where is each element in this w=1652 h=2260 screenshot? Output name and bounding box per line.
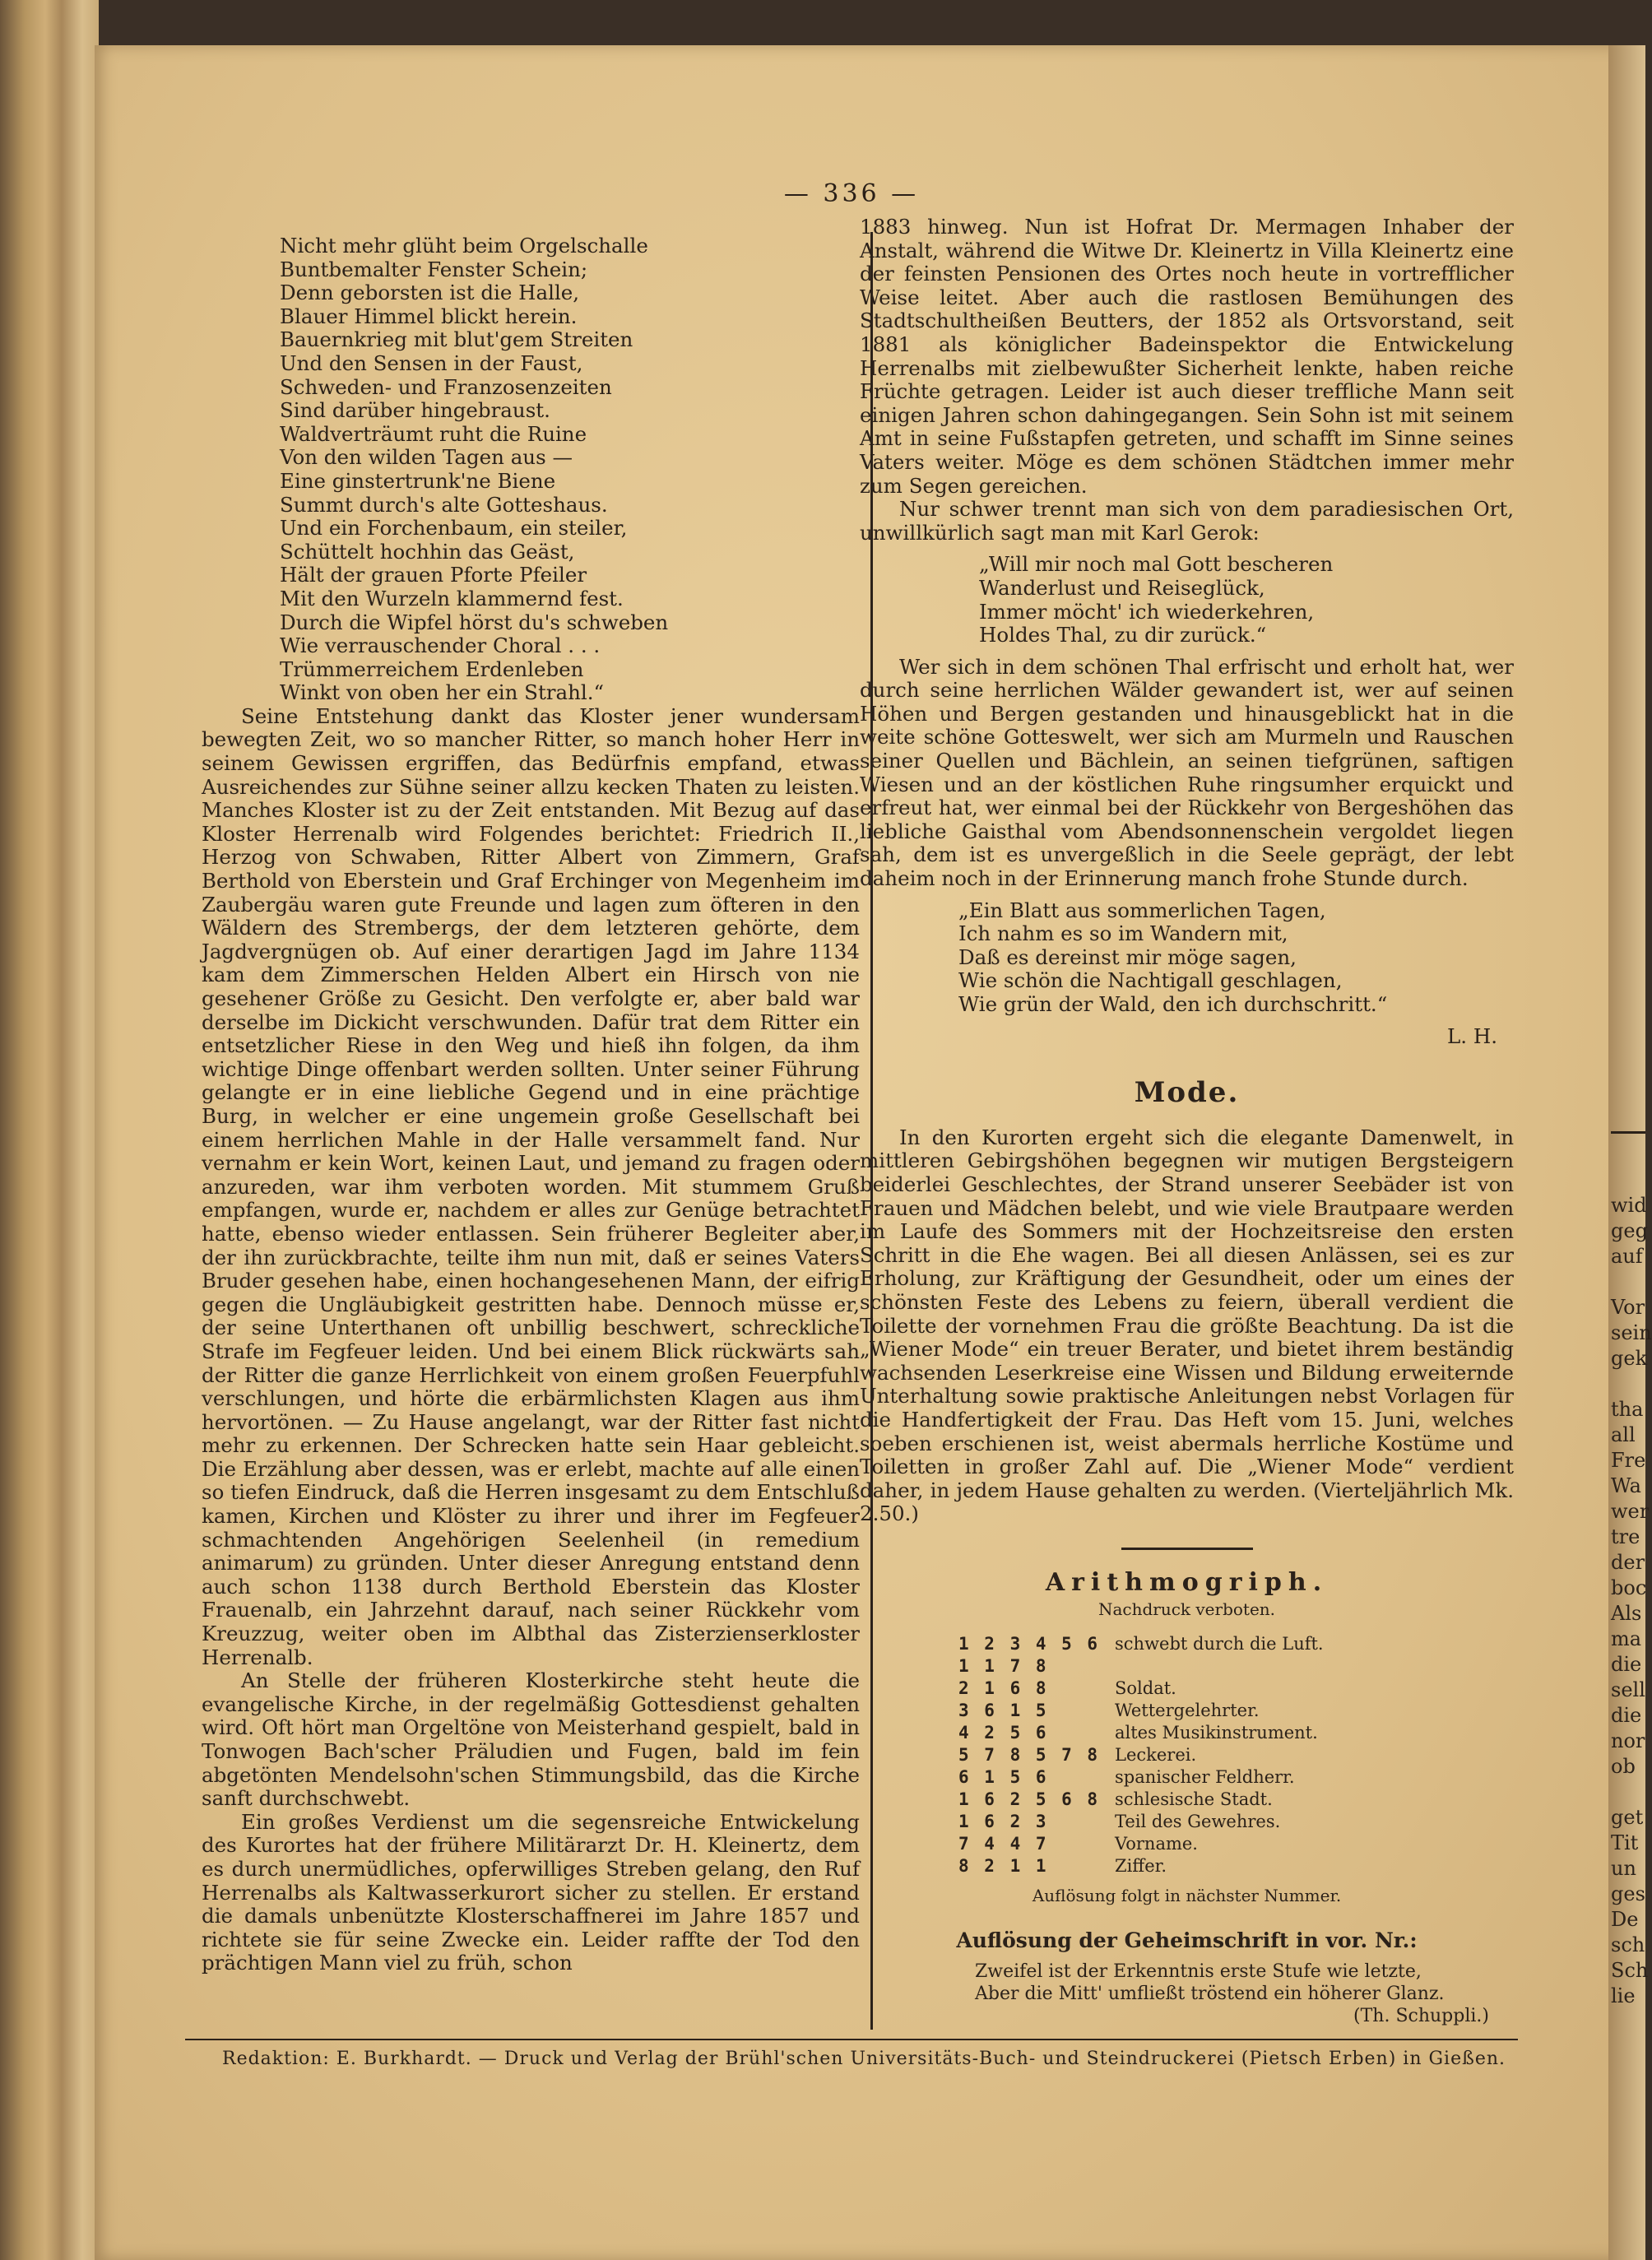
puzzle-row bbox=[860, 1700, 1514, 1722]
edge-fragment: Als bbox=[1611, 1602, 1642, 1625]
puzzle-row bbox=[860, 1744, 1514, 1766]
edge-fragment: get bbox=[1611, 1806, 1644, 1829]
puzzle-number: 1 6 2 3 bbox=[958, 1812, 1049, 1832]
puzzle-number: 7 4 4 7 bbox=[958, 1834, 1049, 1854]
poem-line: Durch die Wipfel hörst du's schweben bbox=[280, 610, 669, 634]
author-signature: L. H. bbox=[1447, 1023, 1497, 1048]
edge-fragment: die bbox=[1611, 1704, 1642, 1727]
quote-line: Ich nahm es so im Wandern mit, bbox=[958, 921, 1288, 946]
edge-fragment: geg bbox=[1611, 1219, 1648, 1242]
puzzle-row bbox=[860, 1766, 1514, 1789]
edge-fragment: ma bbox=[1611, 1627, 1642, 1650]
puzzle-clue: Soldat. bbox=[1115, 1678, 1176, 1699]
puzzle-row bbox=[860, 1678, 1514, 1700]
puzzle-row bbox=[860, 1722, 1514, 1744]
poem-line: Blauer Himmel blickt herein. bbox=[280, 304, 578, 328]
puzzle-clue: altes Musikinstrument. bbox=[1115, 1723, 1318, 1743]
edge-fragment: Fre bbox=[1611, 1449, 1646, 1472]
puzzle-number: 6 1 5 6 bbox=[958, 1767, 1049, 1788]
poem-line: Winkt von oben her ein Strahl.“ bbox=[280, 680, 605, 705]
puzzle-clue: Vorname. bbox=[1115, 1834, 1198, 1854]
edge-fragment: wid bbox=[1611, 1194, 1647, 1217]
left-column bbox=[202, 234, 860, 1975]
poem-line: Bauernkrieg mit blut'gem Streiten bbox=[280, 327, 633, 352]
edge-fragment: Tit bbox=[1611, 1831, 1639, 1854]
quote-line: Immer möcht' ich wiederkehren, bbox=[979, 599, 1315, 624]
poem-line: Hält der grauen Pforte Pfeiler bbox=[280, 563, 587, 587]
article-paragraph: Seine Entstehung dankt das Kloster jener wundersam bewegten Zeit, wo so mancher Ritter, so manch hoher Herr in seinem Gewissen ergriffen, das Bedürfnis empfand, etwas Ausreichendes zur Sühne seiner allzu kecken Thaten zu leisten. Manches Kloster ist zu der Zeit entstanden. Mit Bezug auf das Kloster Herrenalb wird Folgendes berichtet: Friedrich II., Herzog von Schwaben, Ritter Albert von Zimmern, Graf Berthold von Eberstein und Graf Erchinger von Megenheim im Zaubergäu waren gute Freunde und lagen zum öfteren in den Wäldern des Strembergs, der dem letzteren gehörte, dem Jagdvergnügen ob. Auf einer derartigen Jagd im Jahre 1134 kam dem Zimmerschen Helden Albert ein Hirsch von nie gesehener Größe zu Gesicht. Den verfolgte er, aber bald war derselbe im Dickicht verschwunden. Dafür trat dem Ritter ein entsetzlicher Riese in den Weg und hieß ihn folgen, da ihm wichtige Dinge offenbart werden sollten. Unter seiner Führung gelangte er in eine liebliche Gegend und in eine prächtige Burg, in welcher er eine ungemein große Gesellschaft bei einem herrlichen Mahle in der Halle versammelt fand. Nur vernahm er kein Wort, keinen Laut, und jemand zu fragen oder anzureden, war ihm verboten worden. Mit stummem Gruß empfangen, wurde er, nachdem er alles zur Genüge betrachtet hatte, ebenso wieder entlassen. Sein früherer Begleiter aber, der ihn zurückbrachte, teilte ihm nun mit, daß er seines Vaters Bruder gesehen habe, einen hochangesehenen Mann, der eifrig gegen die Ungläubigkeit gestritten habe. Dennoch müsse er, der seine Unterthanen oft unbillig beschwert, schreckliche Strafe im Fegfeuer leiden. Und bei einem Blick rückwärts sah der Ritter die ganze Herrlichkeit von einem großen Feuerpfuhl verschlungen, und hörte die erbärmlichsten Klagen aus ihm hervortönen. — Zu Hause angelangt, war der Ritter fast nicht mehr zu erkennen. Der Schrecken hatte sein Haar gebleicht. Die Erzählung aber dessen, was er erlebt, machte auf alle einen so tiefen Eindruck, daß die Herren insgesamt zu dem Entschluß kamen, Kirchen und Klöster zu ihrer und ihrer im Fegfeuer schmachtenden Angehörigen Seelenheil (in remedium animarum) zu gründen. Unter dieser Anregung entstand denn auch schon 1138 durch Berthold Eberstein das Kloster Frauenalb, ein Jahrzehnt darauf, nach seiner Rückkehr vom Kreuzzug, weiter oben im Albthal das Zisterzienserkloster Herrenalb. bbox=[202, 703, 860, 1669]
puzzle-row bbox=[860, 1811, 1514, 1833]
poem-line: Schweden- und Franzosenzeiten bbox=[280, 374, 612, 399]
edge-fragment: Vor bbox=[1611, 1296, 1645, 1319]
edge-fragment: gek bbox=[1611, 1347, 1648, 1370]
poem-line: Buntbemalter Fenster Schein; bbox=[280, 257, 588, 281]
edge-fragment: sch bbox=[1611, 1933, 1645, 1956]
edge-fragment: tha bbox=[1611, 1398, 1644, 1421]
puzzle-table bbox=[860, 1633, 1514, 1877]
edge-fragment: wer bbox=[1611, 1500, 1650, 1523]
puzzle-clue: spanischer Feldherr. bbox=[1115, 1767, 1295, 1788]
poem-line: Denn geborsten ist die Halle, bbox=[280, 281, 580, 305]
poem-line: Trümmerreichem Erdenleben bbox=[280, 657, 584, 681]
poem-line: Sind darüber hingebraust. bbox=[280, 398, 550, 423]
puzzle-clue: Wettergelehrter. bbox=[1115, 1701, 1260, 1721]
puzzle-number: 8 2 1 1 bbox=[958, 1856, 1049, 1877]
puzzle-number: 5 7 8 5 7 8 bbox=[958, 1745, 1101, 1766]
poem bbox=[202, 234, 860, 705]
article-paragraph: An Stelle der früheren Klosterkirche steht heute die evangelische Kirche, in der regelmäßig Gottesdienst gehalten wird. Oft hört man Orgeltöne von Meisterhand gespielt, bald in Tonwogen Bach'scher Präludien und Fugen, bald im fein abgetönten Mendelsohn'schen Stimmungsbild, das die Kirche sanft durchschwebt. bbox=[202, 1668, 860, 1811]
edge-fragment: auf bbox=[1611, 1245, 1643, 1268]
edge-fragment: ob bbox=[1611, 1755, 1636, 1778]
edge-fragment: lie bbox=[1611, 1984, 1636, 2007]
puzzle-row bbox=[860, 1833, 1514, 1855]
poem-line: Und den Sensen in der Faust, bbox=[280, 350, 583, 375]
edge-fragment: all bbox=[1611, 1423, 1636, 1446]
puzzle-clue: Leckerei. bbox=[1115, 1745, 1197, 1766]
edge-fragment: De bbox=[1611, 1908, 1639, 1931]
book-page-edges bbox=[0, 0, 99, 2260]
poem-line: Mit den Wurzeln klammernd fest. bbox=[280, 586, 624, 610]
footer-rule bbox=[185, 2039, 1518, 2040]
puzzle-row bbox=[860, 1855, 1514, 1877]
solution-credit: (Th. Schuppli.) bbox=[1353, 2006, 1489, 2027]
puzzle-number: 3 6 1 5 bbox=[958, 1701, 1049, 1721]
poem-line: Eine ginstertrunk'ne Biene bbox=[280, 468, 556, 493]
quote-line: Daß es dereinst mir möge sagen, bbox=[958, 944, 1297, 969]
mode-heading: Mode. bbox=[1134, 1076, 1240, 1110]
puzzle-clue: Ziffer. bbox=[1115, 1856, 1167, 1877]
page-number: — 336 — bbox=[783, 179, 920, 208]
quote-line: „Ein Blatt aus sommerlichen Tagen, bbox=[958, 898, 1326, 922]
solution-heading: Auflösung der Geheimschrift in vor. Nr.: bbox=[956, 1928, 1418, 1952]
poem-line: Von den wilden Tagen aus — bbox=[280, 445, 573, 470]
edge-fragment bbox=[1611, 1269, 1645, 1295]
article-paragraph: Wer sich in dem schönen Thal erfrischt und erholt hat, wer durch seine herrlichen Wälder gewandert ist, wer auf seinen Höhen und Bergen gestanden und hinausgeblickt hat in die weite schöne Gotteswelt, wer sich am Murmeln und Rauschen seiner Quellen und Bächlein, an seinen tiefgrünen, saftigen Wiesen und an der köstlichen Ruhe ringsumher erquickt und erfreut hat, wer einmal bei der Rückkehr von Bergeshöhen das liebliche Gaisthal vom Abendsonnenschein vergoldet liegen sah, dem ist es unvergeßlich in die Seele geprägt, der lebt daheim noch in der Erinnerung manch frohe Stunde durch. bbox=[860, 654, 1514, 891]
edge-fragment: Wa bbox=[1611, 1474, 1641, 1497]
edge-fragment: boc bbox=[1611, 1576, 1647, 1599]
puzzle-clue: schwebt durch die Luft. bbox=[1115, 1634, 1324, 1654]
puzzle-row bbox=[860, 1789, 1514, 1811]
quote-line: Wie schön die Nachtigall geschlagen, bbox=[958, 968, 1343, 993]
imprint-footer: Redaktion: E. Burkhardt. — Druck und Verlag der Brühl'schen Universitäts-Buch- und Steindruckerei (Pietsch Erben) in Gießen. bbox=[222, 2049, 1506, 2069]
poem-line: Waldverträumt ruht die Ruine bbox=[280, 421, 587, 446]
puzzle-heading: Arithmogriph. bbox=[1045, 1567, 1329, 1597]
puzzle-number: 4 2 5 6 bbox=[958, 1723, 1049, 1743]
puzzle-number: 1 2 3 4 5 6 1 1 7 8 bbox=[958, 1634, 1101, 1677]
quote-line: „Will mir noch mal Gott bescheren bbox=[979, 552, 1334, 577]
puzzle-subtitle: Nachdruck verboten. bbox=[1097, 1599, 1276, 1620]
puzzle-clue: Teil des Gewehres. bbox=[1115, 1812, 1281, 1832]
puzzle-note: Auflösung folgt in nächster Nummer. bbox=[1032, 1886, 1342, 1906]
mode-paragraph: In den Kurorten ergeht sich die elegante Damenwelt, in mittleren Gebirgshöhen begegnen wir mutigen Bergsteigern beiderlei Geschlechtes, der Strand unserer Seebäder ist von Frauen und Mädchen belebt, und wie viele Brautpaare werden im Laufe des Sommers mit der Hochzeitsreise den ersten Schritt in die Ehe wagen. Bei all diesen Anlässen, sei es zur Erholung, zur Kräftigung der Gesundheit, oder um eines der schönsten Feste des Lebens zu feiern, überall verdient die Toilette der vornehmen Frau die größte Beachtung. Da ist die „Wiener Mode“ ein treuer Berater, und bietet ihrem beständig wachsenden Leserkreise eine Wissen und Bildung erweiternde Unterhaltung sowie praktische Anleitungen nebst Vorlagen für die Handfertigkeit der Frau. Das Heft vom 15. Juni, welches soeben erschienen ist, weist abermals herrliche Kostüme und Toiletten in großer Zahl auf. Die „Wiener Mode“ verdient daher, in jedem Hause gehalten zu werden. (Vierteljährlich Mk. 2.50.) bbox=[860, 1125, 1514, 1526]
edge-fragment: nor bbox=[1611, 1729, 1645, 1752]
edge-fragment: die bbox=[1611, 1653, 1642, 1676]
quote-line: Holdes Thal, zu dir zurück.“ bbox=[979, 623, 1267, 647]
article-paragraph: Ein großes Verdienst um die segensreiche Entwickelung des Kurortes hat der frühere Militärarzt Dr. H. Kleinertz, dem es durch unermüdliches, opferwilliges Streben gelang, den Ruf Herrenalbs als Kaltwasserkurort sicher zu stellen. Er erstand die damals unbenützte Klosterschaffnerei im Jahre 1857 und richtete sie für seine Zwecke ein. Leider raffte der Tod den prächtigen Mann viel zu früh, schon bbox=[202, 1809, 860, 1975]
poem-line: Schüttelt hochhin das Geäst, bbox=[280, 539, 575, 564]
closing-poem bbox=[860, 899, 1514, 1017]
edge-rule bbox=[1611, 1131, 1645, 1134]
edge-fragment: Sch bbox=[1611, 1959, 1649, 1982]
adjacent-page-fragments bbox=[1611, 1193, 1652, 2009]
edge-fragment bbox=[1611, 1780, 1645, 1805]
solution-line: Aber die Mitt' umfließt tröstend ein höherer Glanz. bbox=[975, 1984, 1445, 2005]
edge-fragment: tre bbox=[1611, 1525, 1640, 1548]
poem-line: Wie verrauschender Choral . . . bbox=[280, 633, 601, 658]
edge-fragment: sein bbox=[1611, 1321, 1652, 1344]
puzzle-number: 2 1 6 8 bbox=[958, 1678, 1049, 1699]
poem-line: Summt durch's alte Gotteshaus. bbox=[280, 492, 608, 517]
quote-line: Wanderlust und Reiseglück, bbox=[979, 575, 1265, 600]
edge-fragment: un bbox=[1611, 1857, 1636, 1880]
puzzle-number: 1 6 2 5 6 8 bbox=[958, 1789, 1101, 1810]
edge-fragment: der bbox=[1611, 1551, 1645, 1574]
edge-fragment bbox=[1611, 1371, 1645, 1397]
right-column bbox=[860, 216, 1514, 2029]
solution-line: Zweifel ist der Erkenntnis erste Stufe wie letzte, bbox=[975, 1961, 1422, 1983]
puzzle-clue: schlesische Stadt. bbox=[1115, 1789, 1273, 1810]
edge-fragment: ges bbox=[1611, 1882, 1645, 1905]
puzzle-row bbox=[860, 1633, 1514, 1678]
edge-fragment: sell bbox=[1611, 1678, 1645, 1701]
section-rule bbox=[1121, 1548, 1253, 1550]
article-paragraph: Nur schwer trennt man sich von dem paradiesischen Ort, unwillkürlich sagt man mit Karl Gerok: bbox=[860, 497, 1514, 545]
quote-line: Wie grün der Wald, den ich durchschritt.“ bbox=[958, 992, 1388, 1016]
poem-line: Und ein Forchenbaum, ein steiler, bbox=[280, 516, 628, 541]
article-paragraph: 1883 hinweg. Nun ist Hofrat Dr. Mermagen Inhaber der Anstalt, während die Witwe Dr. Kleinertz in Villa Kleinertz eine der feinsten Pensionen des Ortes noch heute in vortrefflicher Weise leitet. Aber auch die rastlosen Bemühungen des Stadtschultheißen Beutters, der 1852 als Ortsvorstand, seit 1881 als königlicher Badeinspektor die Entwickelung Herrenalbs mit zielbewußter Sicherheit lenkte, haben reiche Früchte getragen. Leider ist auch dieser treffliche Mann seit einigen Jahren schon dahingegangen. Sein Sohn ist mit seinem Amt in seine Fußstapfen getreten, und schafft im Sinne seines Vaters weiter. Möge es dem schönen Städtchen immer mehr zum Segen gereichen. bbox=[860, 215, 1514, 498]
poem-line: Nicht mehr glüht beim Orgelschalle bbox=[280, 234, 648, 258]
gerok-quote bbox=[860, 553, 1514, 647]
